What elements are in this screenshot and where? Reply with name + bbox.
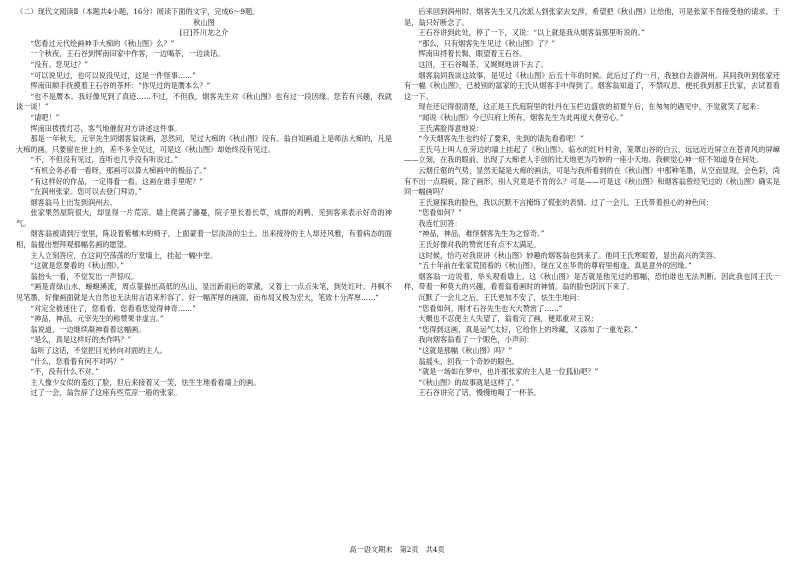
right-paragraph: “您看如何，刚才石谷先生也大大赞赏了……” — [418, 303, 563, 313]
right-paragraph: 王氏满脸得意地说： — [418, 123, 484, 133]
right-paragraph: “您得到这画，真是运气太好，它给你上的珍藏，又添加了一重光彩。” — [418, 324, 638, 334]
right-paragraph: 王石谷讲到此处，停了一下，又说：“以上就是我从烟客翁那里听说的。” — [418, 28, 645, 38]
right-paragraph: 烟客翁同我谈这故事，是见过《秋山图》后五十年的时候。此后过了约一月，我独自去游润州。其间我听到张家还有一幅《秋山图》，已被别的富家的王氏从烟客手中得到了。烟客翁知道了，不禁叹息，便托我到那王氏家，去试着看这一下。 — [404, 70, 780, 101]
right-paragraph: “那么，只有烟客先生见过《秋山图》了？” — [418, 38, 556, 48]
left-paragraph: “对定全被迷住了，您看看，您看看您觉得神奇……” — [30, 303, 196, 313]
right-paragraph: 王氏窥探我的脸色，我以沉默不言掩饰了慌张的表情。过了一会儿，王氏带着担心的神色问： — [418, 197, 714, 207]
left-paragraph: “是么，真是这样好的杰作吗？” — [30, 335, 132, 345]
left-paragraph: （二）现代文阅读Ⅱ（本题共4小题，16分）阅读下面的文字，完成6～9题。 — [16, 7, 260, 16]
left-paragraph: 恽南田拨拨灯芯，客气地催促对方讲述这件事。 — [30, 123, 182, 133]
left-paragraph: 翁听了这话，不觉把目光转向对面的主人。 — [30, 346, 167, 355]
right-paragraph: “《秋山图》的故事就是这样了。” — [418, 377, 520, 387]
right-paragraph: 大概也不忍使主人失望了，翁看完了画，便郑重对王说： — [418, 314, 599, 324]
right-paragraph: 王氏好像对我的赞赏还有点不太满足。 — [418, 240, 541, 250]
left-paragraph: “什么，您看着有何不对吗？” — [30, 356, 124, 366]
right-paragraph: 恽南田捋着长髯，眼望着王石谷。 — [418, 49, 527, 59]
left-paragraph: “神品，神品，元宰先生的称赞果非虚言。” — [30, 314, 164, 324]
left-paragraph: 翁抬头一看，不觉发出一声惊叹。 — [30, 271, 139, 281]
left-paragraph: [日]芥川龙之介 — [179, 28, 229, 38]
left-paragraph: 恽南田顺手抚摸着王石谷的茶杯：“你见过的是赝本么？” — [30, 81, 211, 91]
right-paragraph: “今天烟客先生也约好了要来，先到的请先看看吧！” — [418, 134, 584, 144]
right-column — [404, 7, 780, 399]
right-paragraph: 烟客翁一边说着，举头观看墙上。这《秋山图》是否就是他见过的那幅，恐怕谁也无法判断。因此我也同王氏一样，带着一种莫大的兴趣，看着翁看画时的神情。翁的脸色阴沉下来了。 — [404, 271, 780, 292]
right-paragraph: 沉默了一会儿之后，王氏更加不安了，怯生生地问： — [418, 293, 584, 303]
page-footer: 高一语文期末 第2页 共4页 — [349, 545, 445, 554]
left-paragraph: 烟客翁被请到厅堂里，陈设着紫檀木的椅子，上面蒙着一层淡淡的尘土。出来接待的主人却还风雅，有着病态的面相，翁提出想拜观那幅名画的愿望。 — [16, 229, 392, 250]
left-paragraph: 过了一会，翁告辞了这座有些荒凉一般的张家。 — [30, 388, 182, 398]
right-paragraph: 我向烟客翁看了一个眼色，小声问： — [418, 335, 534, 345]
right-paragraph: “就是一场如在梦中，也许那张家的主人是一位狐仙吧？” — [418, 367, 599, 377]
left-paragraph: “不，不但没有见过，连听也几乎没有听说过。” — [30, 155, 178, 165]
right-paragraph: “闻说《秋山图》今已归府上所有，烟客先生为此再度大费劳心。” — [418, 112, 624, 122]
right-paragraph: “五十年前在张家荒园看的《秋山图》，现在又在华贵的尊府里相逢。真是意外的因缘。” — [418, 261, 692, 271]
left-paragraph: 翁说道，一边继续凝神看着这幅画。 — [30, 324, 146, 334]
left-paragraph: 张家果然屋院很大，却显得一片荒凉。墙上爬满了藤蔓，院子里长着长草，成群的鸡鸭，见到客来表示好奇的神气。 — [16, 208, 392, 228]
right-paragraph: 现在还记得很清楚，这正是王氏庭院里的牡丹在玉栏边盛放的初夏午后，在匆匆的遇见中，不觉就笑了起来： — [418, 102, 764, 112]
left-paragraph: “没有。您见过？” — [30, 59, 89, 69]
left-paragraph: 主人立刻答应，在这间空荡荡的厅堂墙上，挂起一幅中堂。 — [30, 250, 218, 260]
right-paragraph: 王氏马上叫人在旁边的墙上挂起了《秋山图》。临水的红叶村舍，笼罩山谷的白云，远远近近屏立在苍青风的屏嶂——立刻，在我的眼前，出现了大痴老人手创的比天地更为巧妙的一座小天地。我顿觉心神一旺不知道身在何处。 — [404, 144, 780, 165]
left-paragraph: 烟客翁马上出发到润州去。 — [30, 197, 117, 207]
left-paragraph: “有这样好的作品，一定得看一看。这画在谁手里呢？” — [30, 176, 204, 186]
left-paragraph: “这就是您要看的《秋山图》。” — [30, 261, 124, 271]
right-paragraph: “神品，神品，难怪烟客先生为之惊奇。” — [418, 229, 545, 239]
right-paragraph: 王石谷讲完了话，慢慢地喝了一杯茶。 — [418, 388, 541, 398]
right-paragraph: “这就是那幅《秋山图》吗？” — [418, 346, 512, 355]
right-paragraph: 这时候，恰巧对我说讲《秋山图》妙趣的烟客翁也到来了。他同王氏寒暄着，显出高兴的笑容。 — [418, 250, 721, 260]
left-paragraph: 秋山图 — [193, 17, 215, 27]
left-paragraph: “有机会务必看一看呀，那画可以算大痴画中的极品了。” — [30, 165, 207, 175]
right-paragraph: “您看如何？” — [418, 208, 462, 218]
left-paragraph: “在润州张家。您可以去登门拜访。” — [30, 187, 142, 197]
left-column — [16, 7, 392, 399]
right-paragraph: 我连忙回答： — [418, 218, 462, 228]
right-paragraph: 云烟丘壑的气势，显然无疑是大痴的画法，可是与我所看到的在《秋山图》中那种笔墨，从空而显现，会色彩，尚有不出一点瑕疵。除了画形，别人究竟是不肯的么？可是——可是这《秋山图》和烟客翁曾经见过的《秋山图》确实是同一幅画吗？ — [404, 165, 780, 197]
left-paragraph: “请吧！” — [30, 112, 60, 122]
left-paragraph: “可以说见过，也可以说没见过，这是一件怪事……” — [30, 70, 196, 80]
left-paragraph: 主人像少女似的羞红了脸，但后来接着又一笑，怯生生地看看墙上的画。 — [30, 377, 261, 387]
left-paragraph: 那是一年秋天，元宰先生同烟客翁谈画，忽然问，见过大痴的《秋山图》没有。翁自知画道上是师法大痴的，凡是大痴的画，只要留在世上的，差不多全见过，可是这《秋山图》却始终没有见过。 — [16, 134, 392, 154]
left-paragraph: “您看过元代绘画神手大痴的《秋山图》么？” — [30, 38, 175, 48]
left-paragraph: “也不是赝本。我好像见到了真迹……不过，不但我，烟客先生对《秋山图》也有过一段因缘。您若有兴趣，我就谈一谈！” — [16, 91, 392, 112]
left-paragraph: “不，没有什么不对。” — [30, 367, 99, 377]
left-paragraph: 一个秋夜，王石谷到恽南田家中作客，一边喝茶，一边谈话。 — [30, 49, 225, 59]
right-paragraph: 这回，王石谷喝茶，又娓娓地讲下去了。 — [418, 59, 548, 69]
right-paragraph: 后来回到润州时，烟客先生又几次派人到张家去交涉，希望把《秋山图》让给他，可是张家不肯接受他的请求。于是，翁只好断念了。 — [404, 7, 780, 27]
left-paragraph: “画是青绿山水，蜿蜒溪流，周点篆描出高低的丛山，显出新雨后的翠黛，又着上一点点朱笔，到处红叶。丹枫不见笔墨，好像画面就是大自然也无法用言语来形容了。好一幅浑厚的画面，而布局又极为宏大，笔致十分浑厚……” — [16, 282, 392, 303]
right-paragraph: 翁摇头，回我一个奇妙的眼色。 — [418, 356, 520, 366]
